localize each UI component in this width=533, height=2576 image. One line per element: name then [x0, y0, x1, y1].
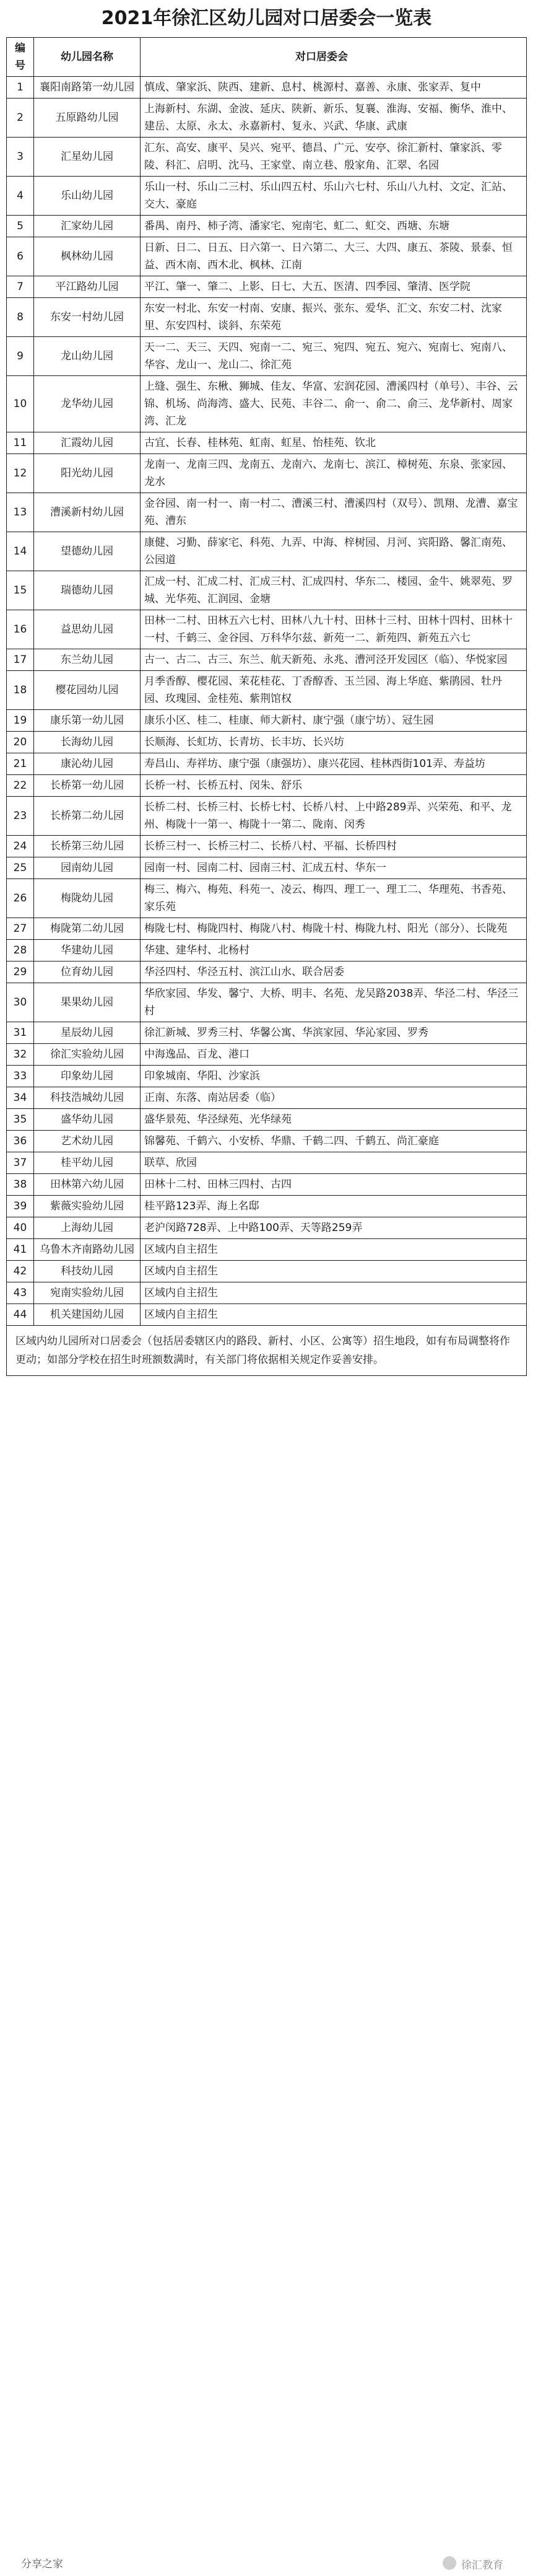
kindergarten-name: 宛南实验幼儿园 [34, 1282, 141, 1304]
kindergarten-name: 长桥第二幼儿园 [34, 797, 141, 836]
committee-list: 月季香醇、樱花园、茉花桂花、丁香醇香、玉兰园、海上华庭、紫鹃园、牡丹园、玫瑰园、金桂苑、紫荆馆权 [141, 671, 527, 710]
committee-list: 印象城南、华阳、沙家浜 [141, 1066, 527, 1087]
table-row [7, 610, 527, 649]
kindergarten-name: 乌鲁木齐南路幼儿园 [34, 1239, 141, 1261]
table-row [7, 753, 527, 775]
committee-list: 田林一二村、田林五六七村、田林八九十村、田林十三村、田林十四村、田林十一村、千鹤三、金谷园、万科华尔兹、新苑一二、新苑四、新苑五六七 [141, 610, 527, 649]
kindergarten-name: 漕溪新村幼儿园 [34, 493, 141, 532]
row-number: 42 [7, 1261, 34, 1282]
committee-list: 华欣家园、华发、馨宁、大桥、明丰、名苑、龙吴路2038弄、华泾二村、华泾三村 [141, 983, 527, 1022]
row-number: 5 [7, 216, 34, 237]
row-number: 44 [7, 1304, 34, 1326]
kindergarten-name: 印象幼儿园 [34, 1066, 141, 1087]
table-row [7, 983, 527, 1022]
row-number: 27 [7, 918, 34, 940]
kindergarten-name: 平江路幼儿园 [34, 276, 141, 298]
table-row [7, 940, 527, 962]
row-number: 34 [7, 1087, 34, 1109]
row-number: 15 [7, 571, 34, 610]
table-row [7, 1174, 527, 1196]
row-number: 35 [7, 1109, 34, 1131]
committee-list: 古宜、长春、桂林苑、虹南、虹星、怡桂苑、钦北 [141, 432, 527, 454]
kindergarten-name: 瑞德幼儿园 [34, 571, 141, 610]
committee-list: 长顺海、长虹坊、长青坊、长丰坊、长兴坊 [141, 732, 527, 753]
kindergarten-name: 益思幼儿园 [34, 610, 141, 649]
kindergarten-name: 东安一村幼儿园 [34, 298, 141, 337]
page-title: 2021年徐汇区幼儿园对口居委会一览表 [101, 7, 432, 29]
kindergarten-name: 乐山幼儿园 [34, 177, 141, 216]
committee-list: 乐山一村、乐山二三村、乐山四五村、乐山六七村、乐山八九村、文定、汇站、交大、豪庭 [141, 177, 527, 216]
row-number: 12 [7, 454, 34, 493]
row-number: 13 [7, 493, 34, 532]
table-row [7, 99, 527, 138]
table-row [7, 671, 527, 710]
table-row [7, 1152, 527, 1174]
table-row [7, 177, 527, 216]
footnote: 区域内幼儿园所对口居委会（包括居委辖区内的路段、新村、小区、公寓等）招生地段，如有布局调整将作更动；如部分学校在招生时班额数满时，有关部门将依据相关规定作妥善安排。 [7, 1326, 527, 1376]
committee-list: 上缝、强生、东楸、狮城、佳友、华富、宏润花园、漕溪四村（单号）、丰谷、云锦、机场、尚海湾、盛大、民苑、丰谷二、俞一、俞二、俞三、龙华新村、周家湾、汇龙 [141, 376, 527, 432]
committee-list: 盛华景苑、华泾绿苑、光华绿苑 [141, 1109, 527, 1131]
row-number: 39 [7, 1196, 34, 1217]
committee-list: 番禺、南丹、柿子湾、潘家宅、宛南宅、虹二、虹交、西塘、东塘 [141, 216, 527, 237]
committee-list: 汇东、高安、康平、吴兴、宛平、德昌、广元、安亭、徐汇新村、肇家浜、零陵、科汇、启明、沈马、王家堂、南立巷、殷家角、汇翠、名园 [141, 138, 527, 177]
kindergarten-name: 龙山幼儿园 [34, 337, 141, 376]
row-number: 38 [7, 1174, 34, 1196]
table-row [7, 879, 527, 918]
table-row [7, 797, 527, 836]
table-row [7, 836, 527, 857]
row-number: 24 [7, 836, 34, 857]
committee-list: 长桥二村、长桥三村、长桥七村、长桥八村、上中路289弄、兴荣苑、和平、龙州、梅陇十一第一、梅陇十一第二、陇南、闵秀 [141, 797, 527, 836]
kindergarten-name: 康沁幼儿园 [34, 753, 141, 775]
footnote-row [7, 1326, 527, 1376]
table-row [7, 376, 527, 432]
committee-list: 联草、欣园 [141, 1152, 527, 1174]
committee-list: 锦馨苑、千鹤六、小安桥、华鼎、千鹤二四、千鹤五、尚汇豪庭 [141, 1131, 527, 1152]
kindergarten-name: 园南幼儿园 [34, 857, 141, 879]
row-number: 23 [7, 797, 34, 836]
table-row [7, 1217, 527, 1239]
row-number: 16 [7, 610, 34, 649]
committee-list: 正南、东落、南站居委（临） [141, 1087, 527, 1109]
row-number: 18 [7, 671, 34, 710]
kindergarten-name: 长海幼儿园 [34, 732, 141, 753]
row-number: 29 [7, 962, 34, 983]
committee-list: 中海逸品、百龙、港口 [141, 1044, 527, 1066]
row-number: 30 [7, 983, 34, 1022]
committee-list: 天一二、天三、天四、宛南一二、宛三、宛四、宛五、宛六、宛南七、宛南八、华容、龙山一、龙山二、徐汇苑 [141, 337, 527, 376]
committee-list: 长桥一村、长桥五村、闵朱、舒乐 [141, 775, 527, 797]
row-number: 8 [7, 298, 34, 337]
watermark-right-text: 徐汇教育 [461, 2559, 503, 2572]
table-row [7, 1282, 527, 1304]
committee-list: 慎成、肇家浜、陕西、建新、息村、桃源村、嘉善、永康、张家弄、复中 [141, 77, 527, 99]
committee-list: 平江、肇一、肇二、上影、日七、大五、医清、四季园、肇清、医学院 [141, 276, 527, 298]
row-number: 28 [7, 940, 34, 962]
row-number: 14 [7, 532, 34, 571]
table-row [7, 77, 527, 99]
row-number: 3 [7, 138, 34, 177]
committee-list: 梅三、梅六、梅苑、科苑一、凌云、梅四、理工一、理工二、华理苑、书香苑、家乐苑 [141, 879, 527, 918]
watermark [0, 2551, 533, 2576]
row-number: 20 [7, 732, 34, 753]
table-row [7, 732, 527, 753]
row-number: 33 [7, 1066, 34, 1087]
table-row [7, 571, 527, 610]
kindergarten-name: 汇霞幼儿园 [34, 432, 141, 454]
table-row [7, 1066, 527, 1087]
kindergarten-name: 东兰幼儿园 [34, 649, 141, 671]
committee-list: 老沪闵路728弄、上中路100弄、天等路259弄 [141, 1217, 527, 1239]
table-row [7, 454, 527, 493]
committee-list: 区域内自主招生 [141, 1239, 527, 1261]
kindergarten-name: 长桥第三幼儿园 [34, 836, 141, 857]
committee-list: 长桥三村一、长桥三村二、长桥八村、平福、长桥四村 [141, 836, 527, 857]
row-number: 1 [7, 77, 34, 99]
committee-list: 上海新村、东湖、金波、延庆、陕新、新乐、复襄、淮海、安福、衡华、淮中、建岳、太原、永太、永嘉新村、复永、兴武、华康、武康 [141, 99, 527, 138]
row-number: 10 [7, 376, 34, 432]
table-row [7, 298, 527, 337]
watermark-left-text: 分享之家 [21, 2558, 63, 2570]
kindergarten-name: 星辰幼儿园 [34, 1022, 141, 1044]
committee-list: 寿昌山、寿祥坊、康宁强（康强坊）、康兴花园、桂林西街101弄、寿益坊 [141, 753, 527, 775]
row-number: 31 [7, 1022, 34, 1044]
kindergarten-name: 徐汇实验幼儿园 [34, 1044, 141, 1066]
table-row [7, 1131, 527, 1152]
kindergarten-name: 五原路幼儿园 [34, 99, 141, 138]
row-number: 36 [7, 1131, 34, 1152]
kindergarten-name: 襄阳南路第一幼儿园 [34, 77, 141, 99]
table-row [7, 337, 527, 376]
row-number: 32 [7, 1044, 34, 1066]
table-row [7, 1044, 527, 1066]
committee-list: 园南一村、园南二村、园南三村、汇成五村、华东一 [141, 857, 527, 879]
kindergarten-name: 科技浩城幼儿园 [34, 1087, 141, 1109]
table-row [7, 1022, 527, 1044]
kindergarten-name: 华建幼儿园 [34, 940, 141, 962]
row-number: 43 [7, 1282, 34, 1304]
committee-list: 田林十二村、田林三四村、古四 [141, 1174, 527, 1196]
row-number: 22 [7, 775, 34, 797]
kindergarten-name: 上海幼儿园 [34, 1217, 141, 1239]
committee-list: 华泾四村、华泾五村、滨江山水、联合居委 [141, 962, 527, 983]
table-row [7, 1261, 527, 1282]
row-number: 11 [7, 432, 34, 454]
kindergarten-name: 长桥第一幼儿园 [34, 775, 141, 797]
row-number: 25 [7, 857, 34, 879]
table-row [7, 216, 527, 237]
kindergarten-name: 田林第六幼儿园 [34, 1174, 141, 1196]
kindergarten-name: 樱花园幼儿园 [34, 671, 141, 710]
table-row [7, 493, 527, 532]
committee-list: 汇成一村、汇成二村、汇成三村、汇成四村、华东二、楼园、金牛、姚翠苑、罗城、光华苑、汇润园、金塘 [141, 571, 527, 610]
row-number: 41 [7, 1239, 34, 1261]
kindergarten-name: 康乐第一幼儿园 [34, 710, 141, 732]
kindergarten-committee-table [6, 37, 527, 1376]
kindergarten-name: 机关建国幼儿园 [34, 1304, 141, 1326]
row-number: 2 [7, 99, 34, 138]
row-number: 19 [7, 710, 34, 732]
table-header-row [7, 38, 527, 77]
committee-list: 区域内自主招生 [141, 1261, 527, 1282]
table-row [7, 1196, 527, 1217]
table-row [7, 962, 527, 983]
committee-list: 金谷园、南一村一、南一村二、漕溪三村、漕溪四村（双号）、凯翔、龙漕、嘉宝苑、漕东 [141, 493, 527, 532]
table-row [7, 532, 527, 571]
table-row [7, 1304, 527, 1326]
kindergarten-name: 紫薇实验幼儿园 [34, 1196, 141, 1217]
committee-list: 康乐小区、桂二、桂康、师大新村、康宁强（康宁坊）、冠生园 [141, 710, 527, 732]
kindergarten-name: 位育幼儿园 [34, 962, 141, 983]
row-number: 21 [7, 753, 34, 775]
table-row [7, 775, 527, 797]
kindergarten-name: 汇家幼儿园 [34, 216, 141, 237]
kindergarten-name: 龙华幼儿园 [34, 376, 141, 432]
committee-list: 华建、建华村、北杨村 [141, 940, 527, 962]
header-committees: 对口居委会 [141, 38, 527, 77]
kindergarten-name: 汇星幼儿园 [34, 138, 141, 177]
table-row [7, 1087, 527, 1109]
table-row [7, 1109, 527, 1131]
table-row [7, 276, 527, 298]
table-row [7, 1239, 527, 1261]
committee-list: 梅陇七村、梅陇四村、梅陇八村、梅陇十村、梅陇九村、阳光（部分）、长陇苑 [141, 918, 527, 940]
table-row [7, 918, 527, 940]
table-row [7, 857, 527, 879]
committee-list: 日新、日二、日五、日六第一、日六第二、大三、大四、康五、茶陵、景泰、恒益、西木南、西木北、枫林、江南 [141, 237, 527, 276]
table-row [7, 432, 527, 454]
table-row [7, 649, 527, 671]
table-row [7, 710, 527, 732]
committee-list: 区域内自主招生 [141, 1282, 527, 1304]
table-row [7, 237, 527, 276]
committee-list: 桂平路123弄、海上名邸 [141, 1196, 527, 1217]
table-row [7, 138, 527, 177]
account-logo-icon [443, 2556, 456, 2570]
committee-list: 古一、古二、古三、东兰、航天新苑、永兆、漕河泾开发园区（临）、华悦家园 [141, 649, 527, 671]
row-number: 37 [7, 1152, 34, 1174]
kindergarten-name: 望德幼儿园 [34, 532, 141, 571]
kindergarten-name: 阳光幼儿园 [34, 454, 141, 493]
kindergarten-name: 科技幼儿园 [34, 1261, 141, 1282]
row-number: 4 [7, 177, 34, 216]
kindergarten-name: 梅陇幼儿园 [34, 879, 141, 918]
kindergarten-name: 盛华幼儿园 [34, 1109, 141, 1131]
row-number: 26 [7, 879, 34, 918]
committee-list: 徐汇新城、罗秀三村、华馨公寓、华滨家园、华沁家园、罗秀 [141, 1022, 527, 1044]
row-number: 7 [7, 276, 34, 298]
kindergarten-name: 果果幼儿园 [34, 983, 141, 1022]
header-index: 编号 [7, 38, 34, 77]
kindergarten-name: 艺术幼儿园 [34, 1131, 141, 1152]
row-number: 9 [7, 337, 34, 376]
row-number: 17 [7, 649, 34, 671]
row-number: 6 [7, 237, 34, 276]
kindergarten-name: 梅陇第二幼儿园 [34, 918, 141, 940]
committee-list: 东安一村北、东安一村南、安康、振兴、张东、爱华、汇文、东安二村、沈家里、东安四村、谈斜、东荣苑 [141, 298, 527, 337]
committee-list: 康健、习勤、薛家宅、科苑、九弄、中海、梓树园、月河、宾阳路、馨汇南苑、公园道 [141, 532, 527, 571]
header-kindergarten: 幼儿园名称 [34, 38, 141, 77]
row-number: 40 [7, 1217, 34, 1239]
table-body [7, 77, 527, 1326]
kindergarten-name: 桂平幼儿园 [34, 1152, 141, 1174]
committee-list: 龙南一、龙南三四、龙南五、龙南六、龙南七、滨江、樟树苑、东泉、张家园、龙水 [141, 454, 527, 493]
kindergarten-name: 枫林幼儿园 [34, 237, 141, 276]
committee-list: 区域内自主招生 [141, 1304, 527, 1326]
watermark-right [443, 2554, 517, 2572]
